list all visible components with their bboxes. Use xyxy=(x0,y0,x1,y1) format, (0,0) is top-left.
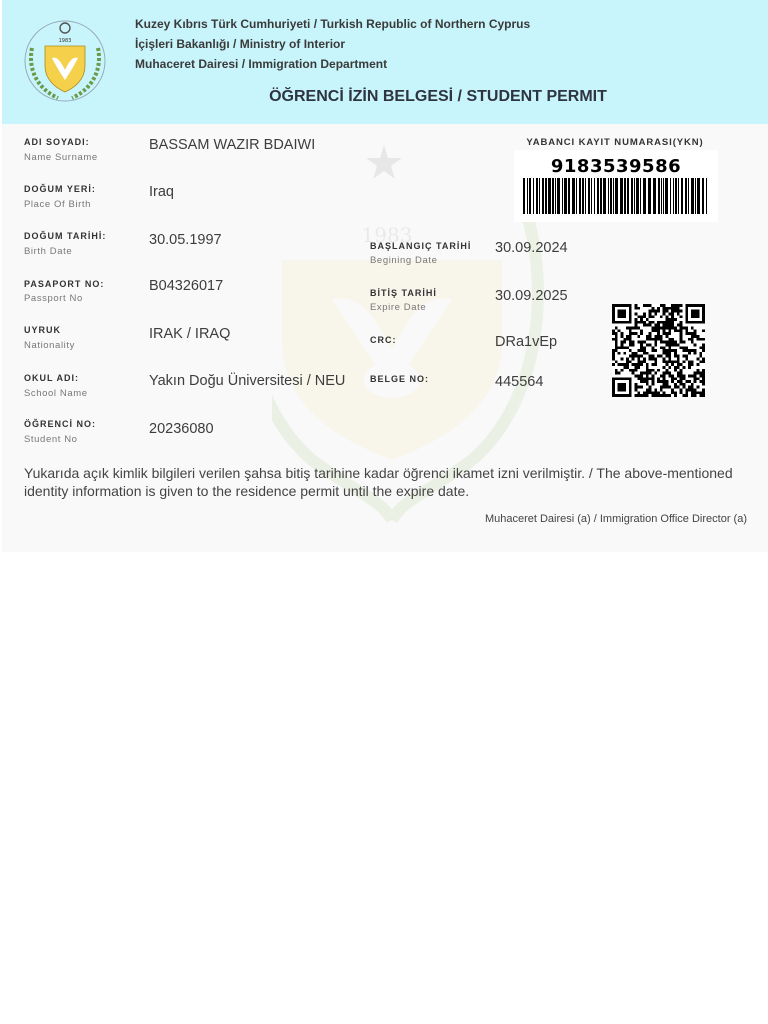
field-label: ÖĞRENCİ NO: xyxy=(24,419,97,429)
field-value: 30.09.2024 xyxy=(495,240,568,256)
field-label: CRC: xyxy=(370,335,397,345)
field-label: BİTİŞ TARİHİ xyxy=(370,288,437,298)
ykn-barcode xyxy=(514,150,718,222)
barcode-icon xyxy=(523,178,709,214)
field-label: BELGE NO: xyxy=(370,374,430,384)
field-value: 30.05.1997 xyxy=(149,232,222,248)
ykn-label: YABANCI KAYIT NUMARASI(YKN) xyxy=(526,137,704,148)
field-sublabel: Passport No xyxy=(24,293,83,304)
field-sublabel: School Name xyxy=(24,388,88,399)
field-sublabel: Nationality xyxy=(24,340,75,351)
header-line-ministry: İçişleri Bakanlığı / Ministry of Interior xyxy=(135,37,346,51)
field-sublabel: Expire Date xyxy=(370,302,427,313)
field-sublabel: Place Of Birth xyxy=(24,199,92,210)
field-value: B04326017 xyxy=(149,278,224,294)
field-value: Yakın Doğu Üniversitesi / NEU xyxy=(149,373,346,389)
field-sublabel: Begining Date xyxy=(370,255,438,266)
field-value: Iraq xyxy=(149,184,174,200)
field-value: 30.09.2025 xyxy=(495,288,568,304)
field-label: DOĞUM YERİ: xyxy=(24,184,96,194)
ykn-number: 9183539586 xyxy=(550,156,682,177)
field-sublabel: Birth Date xyxy=(24,246,73,257)
field-value: DRa1vEp xyxy=(495,334,558,350)
field-label: ADI SOYADI: xyxy=(24,137,90,147)
field-sublabel: Student No xyxy=(24,434,78,445)
header-line-country: Kuzey Kıbrıs Türk Cumhuriyeti / Turkish Republic of Northern Cyprus xyxy=(135,17,531,31)
field-value: BASSAM WAZIR BDAIWI xyxy=(149,137,316,153)
document-title: ÖĞRENCİ İZİN BELGESİ / STUDENT PERMIT xyxy=(269,88,607,105)
field-label: PASAPORT NO: xyxy=(24,279,105,289)
field-value: 20236080 xyxy=(149,421,214,437)
field-label: UYRUK xyxy=(24,325,62,335)
field-value: 445564 xyxy=(495,374,544,390)
field-label: OKUL ADI: xyxy=(24,373,79,383)
header-line-department: Muhaceret Dairesi / Immigration Department xyxy=(135,57,388,71)
field-label: DOĞUM TARİHİ: xyxy=(24,231,107,241)
field-sublabel: Name Surname xyxy=(24,152,98,163)
qr-code-icon xyxy=(609,304,708,397)
svg-text:1983: 1983 xyxy=(58,38,72,44)
svg-text:1983: 1983 xyxy=(361,223,413,247)
field-label: BAŞLANGIÇ TARİHİ xyxy=(370,241,472,251)
permit-statement: Yukarıda açık kimlik bilgileri verilen şahsa bitiş tarihine kadar öğrenci ikamet izni verilmiştir. / The above-mentioned identity information is given to the residence permit until the expire date. xyxy=(24,465,733,499)
director-signature: Muhaceret Dairesi (a) / Immigration Office Director (a) xyxy=(484,513,747,525)
field-value: IRAK / IRAQ xyxy=(149,326,231,342)
student-permit-card xyxy=(2,0,768,552)
permit-header xyxy=(2,0,768,124)
